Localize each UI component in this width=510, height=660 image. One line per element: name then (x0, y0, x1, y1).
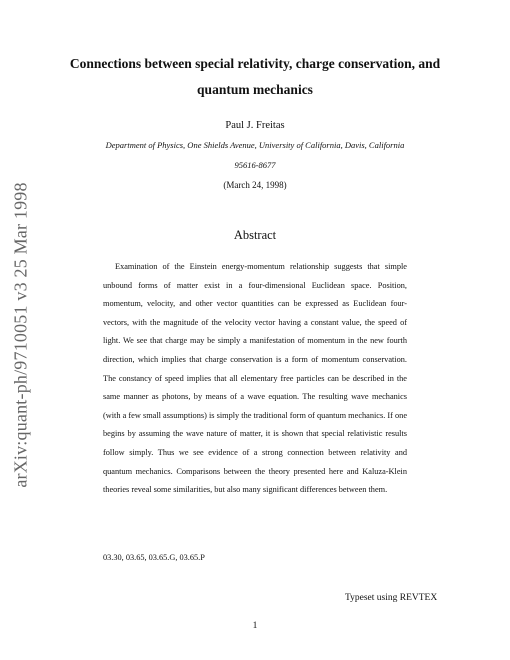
paper-date: (March 24, 1998) (223, 180, 287, 190)
typeset-note: Typeset using REVTEX (345, 593, 438, 603)
paper-title-line-2: quantum mechanics (197, 82, 313, 97)
affiliation-zip: 95616-8677 (234, 160, 276, 170)
arxiv-identifier: arXiv:quant-ph/9710051 v3 25 Mar 1998 (10, 182, 31, 488)
abstract-heading: Abstract (233, 228, 277, 242)
paper-title-line-1: Connections between special relativity, charge conservation, and (69, 56, 441, 71)
pacs-codes: 03.30, 03.65, 03.65.G, 03.65.P (103, 553, 205, 562)
abstract-body: Examination of the Einstein energy-momentum relationship suggests that simple unbound forms of matter exist in a four-dimensional Euclidean space. Position, momentum, velocity, and other vector quantities can be expressed as Euclidean four-vectors, with the magnitude of the velocity vector having a constant value, the speed of light. We see that charge may be simply a manifestation of momentum in the new fourth direction, which implies that charge conservation is a form of momentum conservation. The constancy of speed implies that all elementary free particles can be described in the same manner as photons, by means of a wave equation. The resulting wave mechanics (with a few small assumptions) is simply the traditional form of quantum mechanics. If one begins by assuming the wave nature of matter, it is shown that special relativistic results follow simply. Thus we see evidence of a strong connection between relativity and quantum mechanics. Comparisons between the theory presented here and Kaluza-Klein theories reveal some similarities, but also many significant differences between them. (103, 262, 407, 495)
arxiv-sidebar-stamp (6, 170, 36, 500)
author-affiliation: Department of Physics, One Shields Avenue, University of California, Davis, California (105, 140, 405, 150)
page-number: 1 (252, 621, 258, 631)
author-name: Paul J. Freitas (225, 120, 285, 131)
